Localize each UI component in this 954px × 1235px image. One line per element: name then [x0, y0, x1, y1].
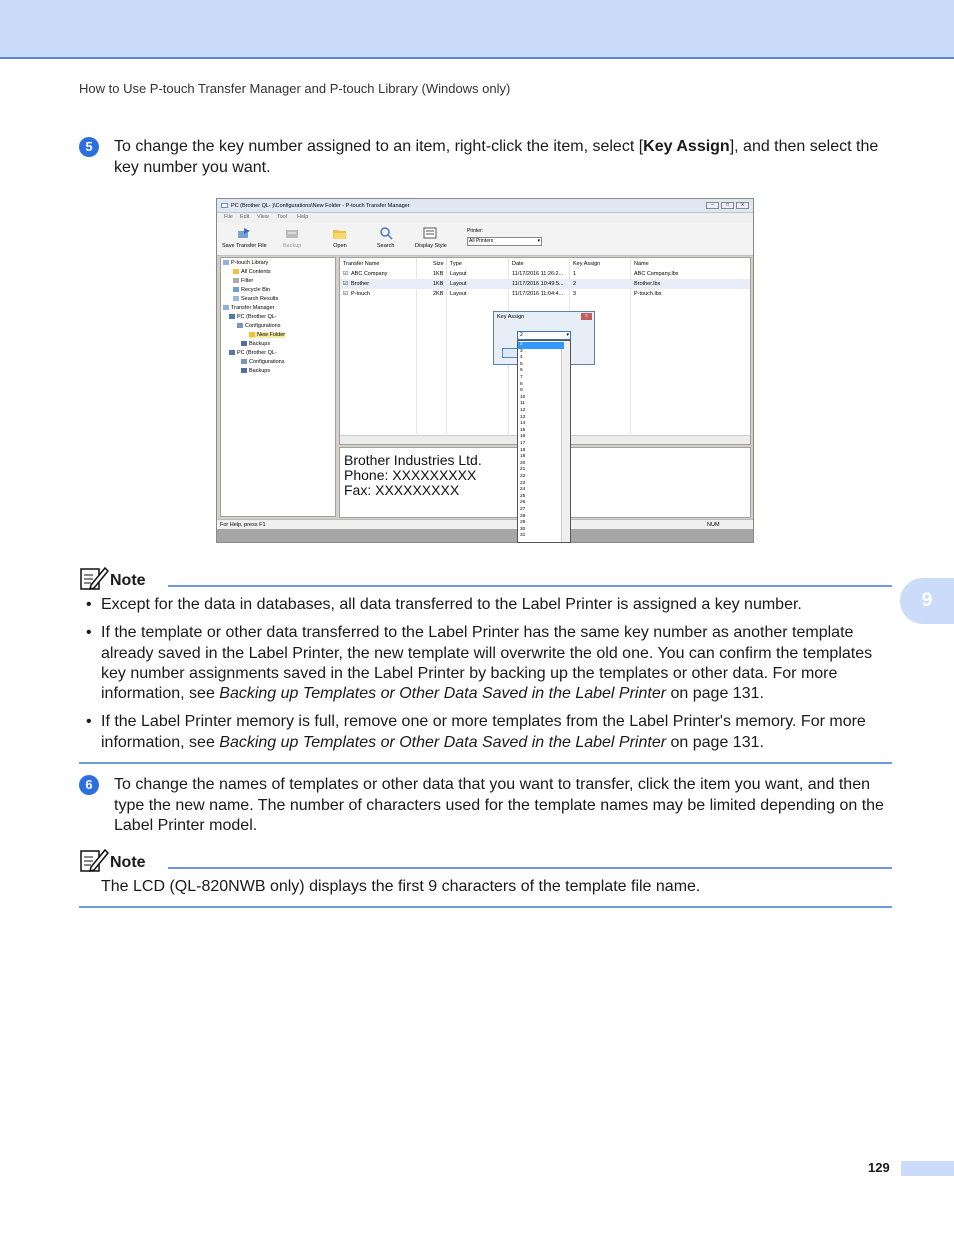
note-header: [79, 565, 892, 593]
note-text: If the template or other data transferred to the Label Printer has the same key number as another template already saved in the Label Printer, the new template will overwrite the old one. You can confirm the templates key number assignments saved in the Label Printer by backing up the templates or other data. For more information, see: [101, 624, 873, 703]
checkbox-icon[interactable]: ☑: [343, 281, 348, 287]
col-key-assign[interactable]: Key Assign: [573, 261, 601, 267]
dropdown-option[interactable]: 28: [520, 513, 526, 519]
cell-type: Layout: [450, 291, 467, 297]
tree-label: All Contents: [241, 269, 271, 275]
step-6: [79, 775, 891, 837]
key-combo-value: 2: [520, 332, 523, 338]
open-label: Open: [333, 243, 347, 249]
dropdown-option[interactable]: 8: [520, 381, 523, 387]
bottom-strip: [217, 526, 753, 542]
dropdown-scrollbar[interactable]: [561, 341, 570, 542]
note-list: [79, 595, 891, 761]
cell-name: Brother.lbx: [634, 281, 661, 287]
note-header: [79, 847, 892, 875]
cell-type: Layout: [450, 271, 467, 277]
dropdown-option[interactable]: 22: [520, 474, 526, 479]
step-text: [114, 137, 891, 178]
note-pencil-icon: [79, 847, 109, 873]
app-icon: [221, 202, 229, 209]
tree-label: PC (Brother QL-: [237, 350, 277, 356]
tree-label: New Folder: [257, 332, 286, 338]
dropdown-option[interactable]: 4: [520, 355, 523, 361]
tree-item-configurations-2[interactable]: [241, 359, 284, 365]
note-text: If the Label Printer memory is full, remove one or more templates from the Label Printer's memory. For more information, see: [101, 713, 866, 751]
note-item: [79, 623, 891, 704]
step-number-badge: 5: [79, 137, 99, 157]
menu-bar: [217, 213, 753, 223]
note-text: The LCD (QL-820NWB only) displays the first 9 characters of the template file name.: [101, 878, 701, 895]
dropdown-option[interactable]: 7: [520, 375, 523, 380]
chevron-down-icon: ▾: [566, 332, 569, 338]
dropdown-option[interactable]: 15: [520, 427, 526, 433]
backup-label: Backup: [283, 243, 302, 249]
note-label: Note: [110, 854, 146, 871]
tree-label: Search Results: [241, 296, 279, 302]
dropdown-option[interactable]: 24: [520, 487, 526, 493]
page-number-bar: [901, 1161, 954, 1176]
bullet: •: [86, 596, 92, 613]
dropdown-option[interactable]: 30: [520, 526, 526, 532]
dropdown-option[interactable]: 12: [520, 408, 526, 413]
menu-view[interactable]: View: [257, 214, 269, 220]
tree-item-configurations-1[interactable]: [237, 323, 280, 329]
tree-item-backups-1[interactable]: [241, 341, 270, 347]
tree-label: PC (Brother QL-: [237, 314, 277, 320]
key-number-dropdown: [517, 340, 571, 543]
dropdown-option[interactable]: 14: [520, 421, 526, 427]
cell-size: 2KB: [433, 291, 444, 297]
tree-item-new-folder[interactable]: [249, 332, 285, 338]
dialog-close-button[interactable]: x: [581, 313, 592, 320]
tree-item-ptouch-library[interactable]: [223, 260, 268, 266]
save-transfer-icon: [236, 227, 252, 240]
dropdown-option[interactable]: 25: [520, 493, 526, 499]
col-name[interactable]: Name: [634, 261, 649, 267]
tree-item-pc-2[interactable]: [229, 350, 277, 356]
note-label: Note: [110, 572, 146, 589]
menu-tool[interactable]: Tool: [277, 214, 288, 220]
preview-line: Phone: XXXXXXXXX: [344, 467, 477, 483]
note-text: on page 131.: [666, 685, 764, 703]
page-number: 129: [868, 1160, 890, 1175]
checkbox-icon[interactable]: ☑: [343, 271, 348, 277]
cell-transfer-name: P-touch: [351, 291, 370, 297]
open-button[interactable]: [332, 227, 348, 249]
menu-file[interactable]: File: [224, 214, 233, 220]
dropdown-option[interactable]: 10: [520, 394, 526, 400]
tree-label: Transfer Manager: [231, 305, 275, 311]
cell-date: 11/17/2016 10:49:5...: [512, 281, 564, 287]
display-style-button[interactable]: [415, 227, 447, 249]
tree-item-pc-1[interactable]: [229, 314, 277, 320]
col-size[interactable]: Size: [433, 261, 444, 267]
dropdown-option[interactable]: 13: [520, 414, 526, 420]
note-rule: [168, 867, 892, 869]
menu-help[interactable]: Help: [297, 214, 309, 220]
table-row[interactable]: [340, 279, 750, 289]
tree-item-backups-2[interactable]: [241, 368, 270, 374]
cell-name: ABC Company.lbx: [634, 271, 679, 277]
printer-select[interactable]: [467, 237, 542, 246]
dropdown-option[interactable]: 21: [520, 467, 526, 473]
dropdown-option[interactable]: 31: [520, 533, 526, 539]
note-text: on page 131.: [666, 733, 764, 751]
tree-label: Configurations: [245, 323, 281, 329]
save-transfer-file-label: Save Transfer File: [222, 243, 267, 249]
cell-size: 1KB: [433, 271, 444, 277]
tree-label: Filter: [241, 278, 254, 284]
tree-item-recycle-bin[interactable]: [233, 287, 270, 293]
step-text: To change the names of templates or other data that you want to transfer, click the item you want, and then type the new name. The number of characters used for the template names may be limited depending on the Label Printer model.: [114, 776, 884, 834]
cell-transfer-name: ABC Company: [351, 271, 388, 277]
col-date[interactable]: Date: [512, 261, 524, 267]
tree-label: Backups: [249, 368, 271, 374]
cell-type: Layout: [450, 281, 467, 287]
maximize-button[interactable]: □: [721, 202, 734, 209]
cell-key: 2: [573, 281, 577, 287]
key-assign-bold: Key Assign: [643, 138, 730, 155]
dropdown-option[interactable]: 3: [520, 348, 523, 354]
printer-label: Printer:: [467, 228, 484, 234]
window-titlebar: [217, 199, 753, 213]
bullet: •: [86, 624, 92, 642]
top-band: [0, 0, 954, 59]
dropdown-option[interactable]: 29: [520, 520, 526, 526]
dropdown-option[interactable]: 5: [520, 361, 523, 367]
cross-reference[interactable]: Backing up Templates or Other Data Saved in the Label Printer: [219, 733, 667, 751]
preview-line: Fax: XXXXXXXXX: [344, 482, 460, 498]
cross-reference[interactable]: Backing up Templates or Other Data Saved in the Label Printer: [219, 685, 667, 703]
dropdown-option[interactable]: 6: [520, 368, 523, 374]
save-transfer-file-button[interactable]: [222, 227, 267, 249]
cell-transfer-name: Brother: [351, 281, 370, 287]
dropdown-option[interactable]: 27: [520, 507, 526, 512]
search-icon: [378, 227, 394, 240]
tree-label: Backups: [249, 341, 271, 347]
dropdown-option[interactable]: 23: [520, 480, 526, 486]
dropdown-option[interactable]: 19: [520, 454, 526, 460]
tree-item-all-contents[interactable]: [233, 269, 271, 275]
folder-tree: [220, 257, 336, 517]
note-end-rule: [79, 762, 892, 764]
tree-item-filter[interactable]: [233, 278, 253, 284]
dialog-title: Key Assign: [497, 314, 525, 320]
note-rule: [168, 585, 892, 587]
tree-label: Configurations: [249, 359, 285, 365]
transfer-manager-screenshot: [216, 198, 754, 543]
preview-line: Brother Industries Ltd.: [344, 452, 482, 468]
search-button[interactable]: [377, 227, 394, 249]
dropdown-option[interactable]: 20: [520, 460, 526, 466]
cell-name: P-touch.lbx: [634, 291, 662, 297]
dropdown-option[interactable]: 17: [520, 441, 526, 446]
cell-size: 1KB: [433, 281, 444, 287]
chevron-down-icon: ▾: [537, 238, 540, 244]
tree-item-transfer-manager[interactable]: [223, 305, 275, 311]
col-transfer-name[interactable]: Transfer Name: [343, 261, 380, 267]
step-number-badge: 6: [79, 775, 99, 795]
cell-date: 11/17/2016 11:04:4...: [512, 291, 564, 297]
menu-edit[interactable]: Edit: [240, 214, 250, 220]
dropdown-option[interactable]: 16: [520, 434, 526, 440]
cell-key: 3: [573, 291, 577, 297]
key-number-combo[interactable]: [517, 331, 571, 340]
col-type[interactable]: Type: [450, 261, 462, 267]
minimize-button[interactable]: –: [706, 202, 719, 209]
toolbar: [217, 223, 753, 256]
search-label: Search: [377, 243, 395, 249]
dropdown-option[interactable]: 9: [520, 388, 523, 394]
note-item: [79, 595, 891, 615]
printer-select-value: All Printers: [469, 238, 494, 244]
step-5: [79, 137, 891, 178]
backup-icon: [284, 227, 300, 240]
status-help: For Help, press F1: [220, 522, 266, 528]
note-item: [79, 712, 891, 753]
display-style-icon: [423, 227, 439, 240]
window-title: PC (Brother QL- )\Configurations\New Folder - P-touch Transfer Manager: [231, 203, 410, 209]
dropdown-option[interactable]: 26: [520, 500, 526, 506]
note-text: Except for the data in databases, all data transferred to the Label Printer is assigned a key number.: [101, 596, 802, 613]
tree-label: Recycle Bin: [241, 287, 271, 293]
table-row[interactable]: [340, 269, 750, 279]
dropdown-option[interactable]: 11: [520, 401, 525, 407]
cell-date: 11/17/2016 11:26:2...: [512, 271, 564, 277]
tree-item-search-results[interactable]: [233, 296, 278, 302]
running-head: How to Use P-touch Transfer Manager and P-touch Library (Windows only): [79, 81, 511, 96]
display-style-label: Display Style: [415, 243, 447, 249]
dropdown-option[interactable]: 2: [518, 342, 564, 349]
cell-key: 1: [573, 271, 577, 277]
backup-button[interactable]: [283, 227, 301, 249]
bullet: •: [86, 713, 92, 731]
step-text-part: To change the key number assigned to an item, right-click the item, select [: [114, 138, 644, 155]
status-num: NUM: [707, 522, 720, 528]
chapter-tab: 9: [900, 578, 954, 624]
checkbox-icon[interactable]: ☑: [343, 291, 348, 297]
note-end-rule: [79, 906, 892, 908]
folder-open-icon: [332, 227, 348, 240]
close-button[interactable]: x: [736, 202, 749, 209]
table-row[interactable]: [340, 289, 750, 299]
dropdown-option[interactable]: 18: [520, 447, 526, 453]
note-pencil-icon: [79, 565, 109, 591]
step-text-part: ], and then select the key number you want.: [114, 138, 879, 176]
tree-label: P-touch Library: [231, 260, 269, 266]
